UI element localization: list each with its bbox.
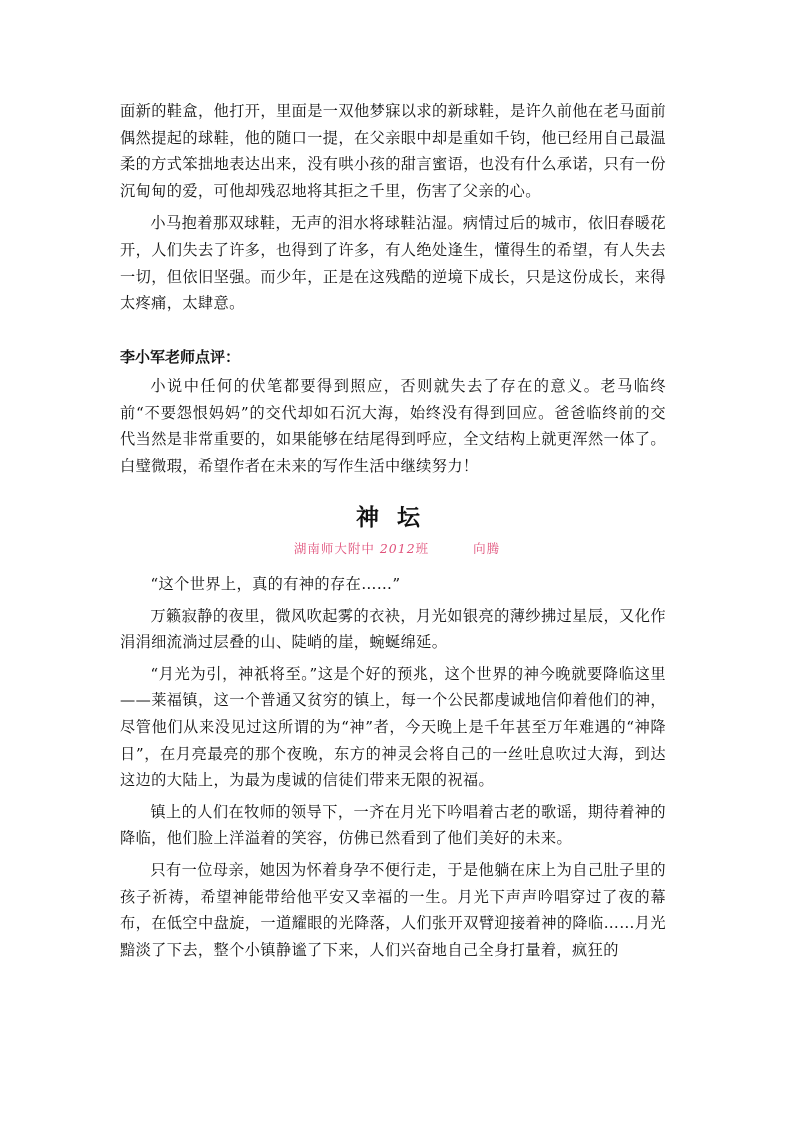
article-body bbox=[120, 571, 666, 963]
intro-section bbox=[120, 98, 666, 317]
article-paragraph-2: 万籁寂静的夜里，微风吹起雾的衣袂，月光如银亮的薄纱拂过星辰，又化作涓涓细流淌过层叠的山、陡峭的崖，蜿蜒绵延。 bbox=[120, 606, 666, 652]
article-title: 神坛 bbox=[356, 505, 438, 531]
article-paragraph-5: 只有一位母亲，她因为怀着身孕不便行走，于是他躺在床上为自己肚子里的孩子祈祷，希望神能带给他平安又幸福的一生。月光下声声吟唱穿过了夜的幕布，在低空中盘旋，一道耀眼的光降落，人们张开双臂迎接着神的降临……月光黯淡了下去，整个小镇静谧了下来，人们兴奋地自己全身打量着，疯狂的 bbox=[120, 860, 666, 959]
comment-title: 李小军老师点评： bbox=[120, 348, 241, 366]
article-byline bbox=[0, 540, 794, 558]
byline-author: 向腾 bbox=[473, 541, 501, 556]
byline-school: 湖南师大附中 bbox=[293, 541, 375, 556]
article-paragraph-4: 镇上的人们在牧师的领导下，一齐在月光下吟唱着古老的歌谣，期待着神的降临，他们脸上洋溢着的笑容，仿佛已然看到了他们美好的未来。 bbox=[120, 802, 666, 848]
byline-class: 班 bbox=[415, 541, 430, 556]
article-paragraph-1: “这个世界上，真的有神的存在……” bbox=[150, 575, 401, 593]
intro-paragraph-1: 面新的鞋盒，他打开，里面是一双他梦寐以求的新球鞋，是许久前他在老马面前偶然提起的球鞋，他的随口一提，在父亲眼中却是重如千钧，他已经用自己最温柔的方式笨拙地表达出来，没有哄小孩的甜言蜜语，也没有什么承诺，只有一份沉甸甸的爱，可他却残忍地将其拒之千里，伤害了父亲的心。 bbox=[120, 102, 666, 200]
byline-year: 2012 bbox=[379, 541, 416, 556]
article-paragraph-3: “月光为引，神祇将至。”这是个好的预兆，这个世界的神今晚就要降临这里——莱福镇，这一个普通又贫穷的镇上，每一个公民都虔诚地信仰着他们的神，尽管他们从来没见过这所谓的为“神”者，今天晚上是千年甚至万年难遇的“神降日”，在月亮最亮的那个夜晚，东方的神灵会将自己的一丝吐息吹过大海，到达这边的大陆上，为最为虔诚的信徒们带来无限的祝福。 bbox=[120, 664, 666, 790]
intro-paragraph-2: 小马抱着那双球鞋，无声的泪水将球鞋沾湿。病情过后的城市，依旧春暖花开，人们失去了许多，也得到了许多，有人绝处逢生，懂得生的希望，有人失去一切，但依旧坚强。而少年，正是在这残酷的逆境下成长，只是这份成长，来得太疼痛，太肆意。 bbox=[120, 214, 666, 313]
comment-body: 小说中任何的伏笔都要得到照应，否则就失去了存在的意义。老马临终前“不要怨恨妈妈”的交代却如石沉大海，始终没有得到回应。爸爸临终前的交代当然是非常重要的，如果能够在结尾得到呼应，全文结构上就更浑然一体了。白璧微瑕，希望作者在未来的写作生活中继续努力！ bbox=[120, 377, 666, 475]
comment-section bbox=[120, 373, 666, 479]
